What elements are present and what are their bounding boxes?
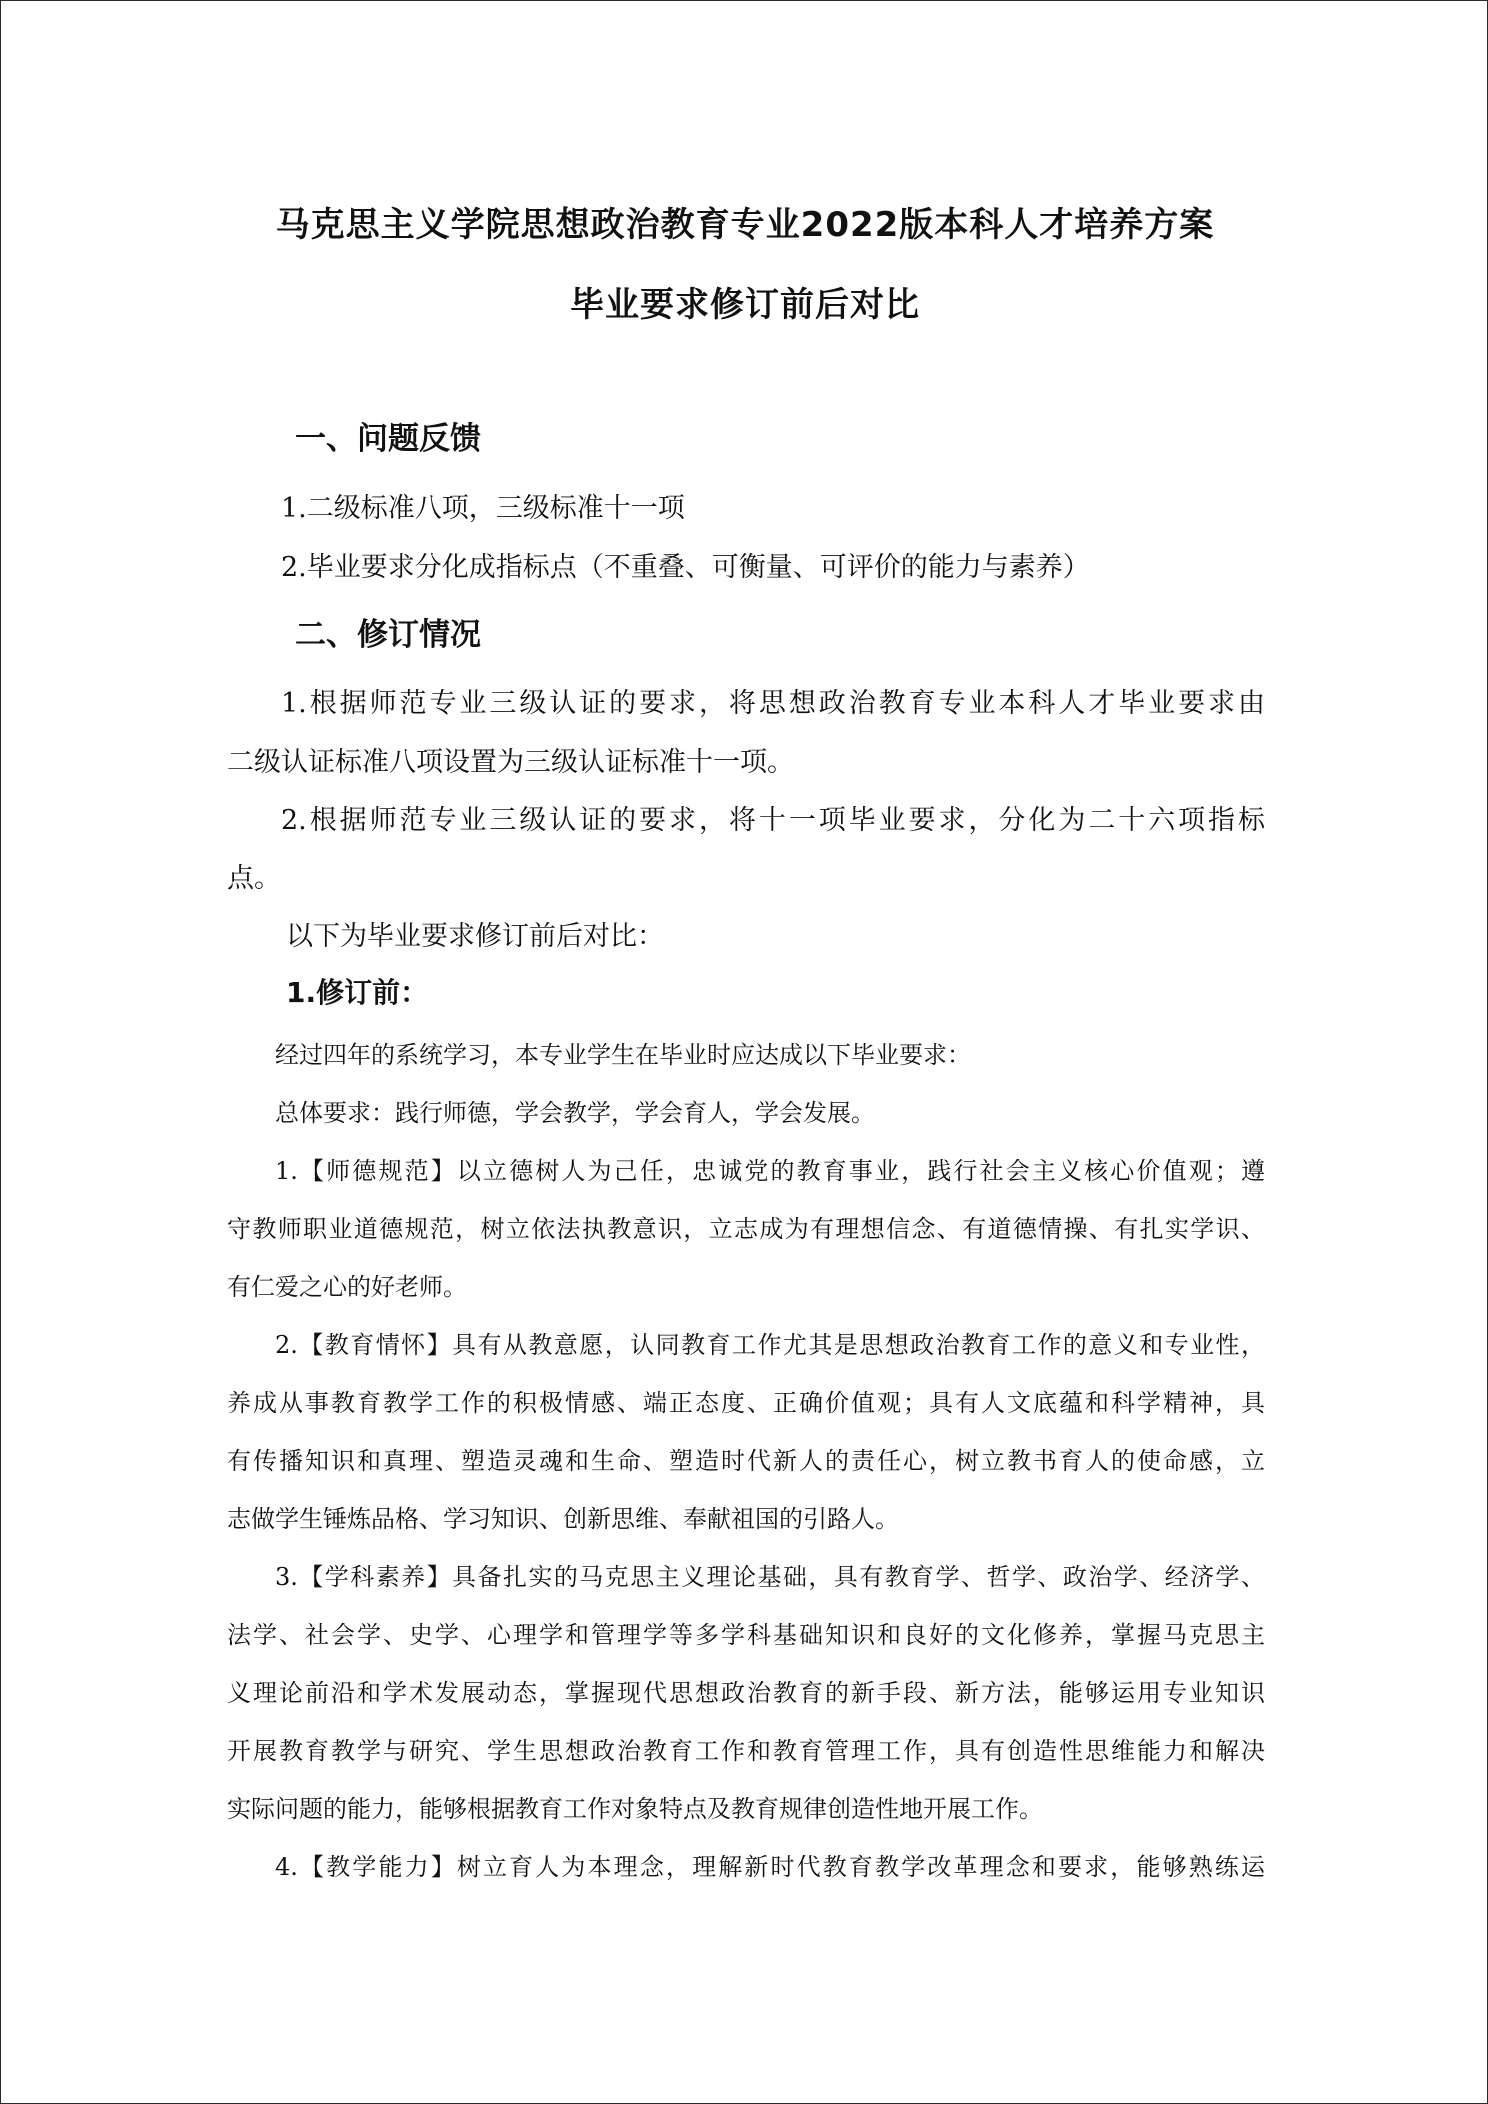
section-heading-feedback: 一、问题反馈 xyxy=(295,421,481,457)
requirement-line: 1.【师德规范】以立德树人为己任，忠诚党的教育事业，践行社会主义核心价值观；遵 xyxy=(275,1157,1265,1185)
subheading-before-revision: 1.修订前： xyxy=(286,976,429,1009)
requirement-line: 3.【学科素养】具备扎实的马克思主义理论基础，具有教育学、哲学、政治学、经济学、 xyxy=(275,1563,1265,1591)
document-title: 马克思主义学院思想政治教育专业2022版本科人才培养方案 xyxy=(275,205,1215,245)
revision-paragraph-line: 1.根据师范专业三级认证的要求，将思想政治教育专业本科人才毕业要求由 xyxy=(281,688,1265,719)
requirement-line: 开展教育教学与研究、学生思想政治教育工作和教育管理工作，具有创造性思维能力和解决 xyxy=(227,1737,1265,1765)
comparison-intro: 以下为毕业要求修订前后对比： xyxy=(286,921,664,952)
feedback-item: 1.二级标准八项，三级标准十一项 xyxy=(281,493,685,524)
requirement-line: 实际问题的能力，能够根据教育工作对象特点及教育规律创造性地开展工作。 xyxy=(227,1795,1043,1823)
requirement-line: 志做学生锤炼品格、学习知识、创新思维、奉献祖国的引路人。 xyxy=(227,1505,899,1533)
revision-paragraph-line: 点。 xyxy=(227,863,281,894)
overview-text: 经过四年的系统学习，本专业学生在毕业时应达成以下毕业要求： xyxy=(275,1041,971,1069)
section-heading-revision: 二、修订情况 xyxy=(295,617,481,653)
requirement-line: 4.【教学能力】树立育人为本理念，理解新时代教育教学改革理念和要求，能够熟练运 xyxy=(275,1853,1265,1881)
revision-paragraph-line: 2.根据师范专业三级认证的要求，将十一项毕业要求，分化为二十六项指标 xyxy=(281,805,1265,836)
feedback-item: 2.毕业要求分化成指标点（不重叠、可衡量、可评价的能力与素养） xyxy=(281,552,1090,583)
requirement-line: 养成从事教育教学工作的积极情感、端正态度、正确价值观；具有人文底蕴和科学精神，具 xyxy=(227,1389,1265,1417)
requirement-line: 法学、社会学、史学、心理学和管理学等多学科基础知识和良好的文化修养，掌握马克思主 xyxy=(227,1621,1265,1649)
revision-paragraph-line: 二级认证标准八项设置为三级认证标准十一项。 xyxy=(227,747,794,778)
requirement-line: 义理论前沿和学术发展动态，掌握现代思想政治教育的新手段、新方法，能够运用专业知识 xyxy=(227,1679,1265,1707)
requirement-line: 守教师职业道德规范，树立依法执教意识，立志成为有理想信念、有道德情操、有扎实学识、 xyxy=(227,1215,1265,1243)
general-requirement: 总体要求：践行师德，学会教学，学会育人，学会发展。 xyxy=(275,1099,875,1127)
requirement-line: 2.【教育情怀】具有从教意愿，认同教育工作尤其是思想政治教育工作的意义和专业性， xyxy=(275,1331,1265,1359)
document-subtitle: 毕业要求修订前后对比 xyxy=(570,285,920,325)
requirement-line: 有传播知识和真理、塑造灵魂和生命、塑造时代新人的责任心，树立教书育人的使命感，立 xyxy=(227,1447,1265,1475)
requirement-line: 有仁爱之心的好老师。 xyxy=(227,1273,467,1301)
